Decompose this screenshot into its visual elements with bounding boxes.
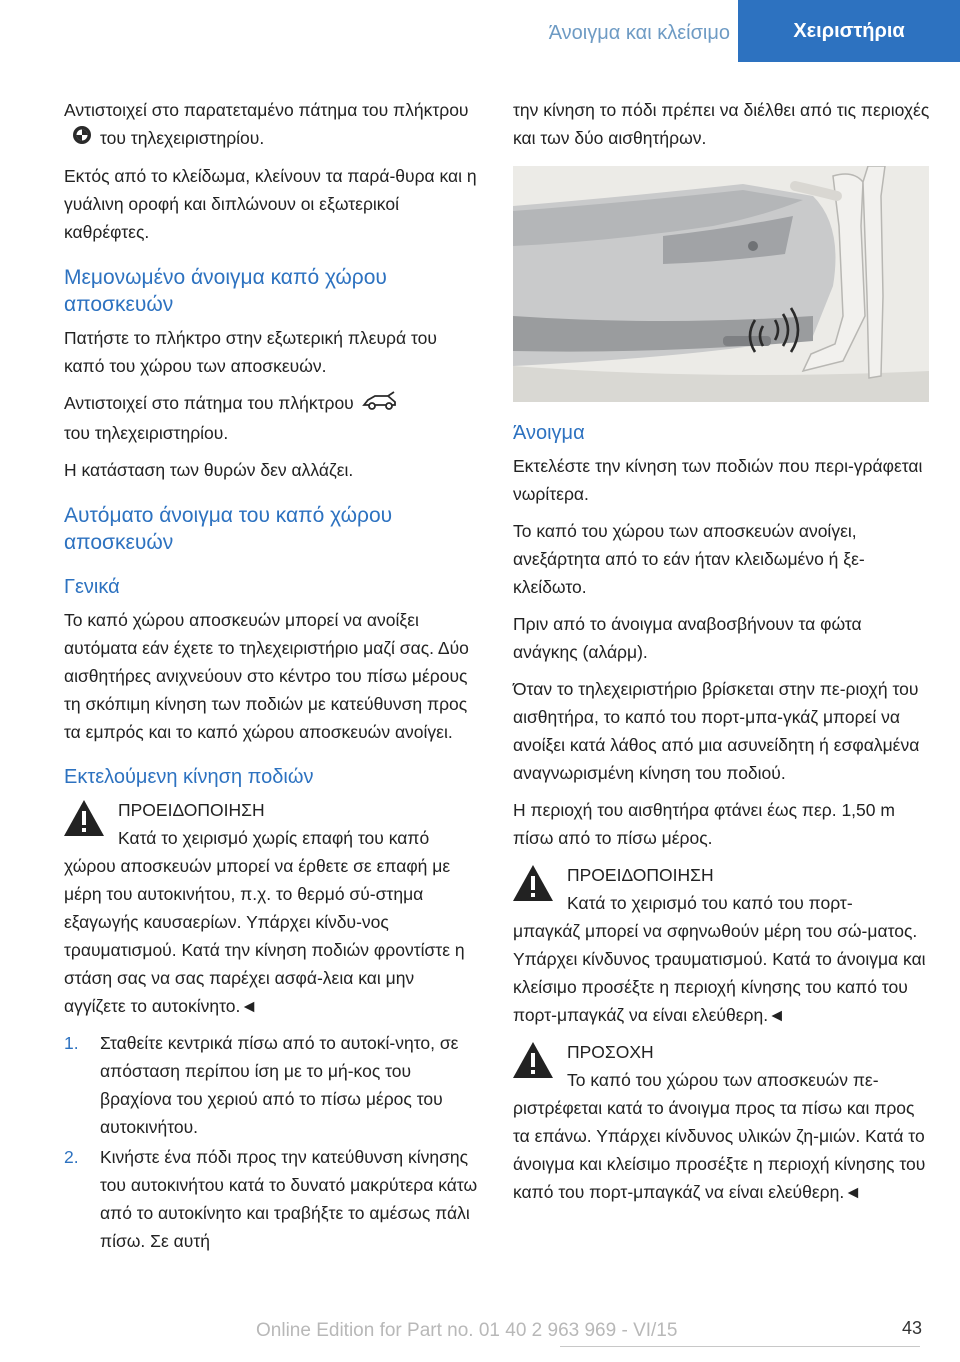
heading-auto-open: Αυτόματο άνοιγμα του καπό χώρου αποσκευών: [64, 503, 393, 554]
warning-title: ΠΡΟΕΙΔΟΠΟΙΗΣΗ: [567, 865, 714, 885]
heading-general: Γενικά: [64, 575, 120, 598]
footer-divider: [560, 1346, 920, 1347]
right-column: [513, 96, 931, 1215]
caution-text: ριστρέφεται κατά το άνοιγμα προς τα πίσω και προς τα επάνω. Υπάρχει κίνδυνος υλικών ζη-μιών. Κατά το άνοιγμα και κλείσιμο προσέξτε η περιοχή κίνησης του καπό του πορτ-μπαγκάζ να είναι ελεύθερη.◄: [513, 1098, 926, 1202]
paragraph-lock-effects: Εκτός από το κλείδωμα, κλείνουν τα παρά-θυρα και η γυάλινη οροφή και διπλώνουν οι εξωτερικοί καθρέφτες.: [64, 166, 477, 243]
heading-separate-open: Μεμονωμένο άνοιγμα καπό χώρου αποσκευών: [64, 266, 387, 317]
step-item: [64, 1143, 480, 1255]
header-section-title: Άνοιγμα και κλείσιμο: [548, 22, 730, 44]
step-number: 1.: [64, 1032, 79, 1053]
step-number: 2.: [64, 1146, 79, 1167]
footer-edition: Online Edition for Part no. 01 40 2 963 969 - VI/15: [256, 1320, 678, 1341]
car-trunk-icon: [362, 391, 398, 419]
paragraph-door-status: Η κατάσταση των θυρών δεν αλλάζει.: [64, 459, 354, 480]
step-text: Κινήστε ένα πόδι προς την κατεύθυνση κίνησης του αυτοκινήτου κατά το δυνατό μακρύτερα κάτω από το αυτοκίνητο και τραβήξτε το αμέσως πάλι πίσω. Σε αυτή: [100, 1146, 478, 1251]
paragraph-unintended-opening: Όταν το τηλεχειριστήριο βρίσκεται στην πε-ριοχή του αισθητήρα, το καπό του πορτ-μπα-γκάζ μπορεί να ανοίξει κατά λάθος από μια ασυνείδητη ή εσφαλμένα αναγνωρισμένη κίνηση του ποδιού.: [513, 679, 920, 783]
page-number: 43: [901, 1318, 922, 1338]
step-item: [64, 1029, 480, 1141]
heading-foot-motion: Εκτελούμενη κίνηση ποδιών: [64, 765, 314, 788]
step-text: Σταθείτε κεντρικά πίσω από το αυτοκί-νητο, σε απόσταση περίπου ίση με το μή-κος του βραχίονα του χεριού από το πίσω μέρος του αυτοκινήτου.: [100, 1032, 459, 1137]
paragraph-trunk-opens: Το καπό του χώρου των αποσκευών ανοίγει, ανεξάρτητα από το εάν ήταν κλειδωμένο ή ξε-κλείδωτο.: [513, 521, 865, 597]
heading-opening: Άνοιγμα: [513, 422, 585, 444]
warning-title: ΠΡΟΕΙΔΟΠΟΙΗΣΗ: [118, 799, 265, 820]
bmw-logo-icon: [72, 125, 92, 153]
caution-box: [513, 1038, 931, 1206]
paragraph-general: Το καπό χώρου αποσκευών μπορεί να ανοίξει αυτόματα εάν έχετε το τηλεχειριστήριο μαζί σας. Δύο αισθητήρες ανιχνεύουν στο κέντρο του πίσω μέρους τη σκόπιμη κίνηση των ποδιών με κατεύθυνση προς τα εμπρός και το καπό χώρου αποσκευών ανοίγει.: [64, 609, 469, 742]
warning-text: μπαγκάζ μπορεί να σφηνωθούν μέρη του σώ-ματος. Υπάρχει κίνδυνος τραυματισμού. Κατά το άνοιγμα και κλείσιμο προσέξτε η περιοχή κίνησης του καπό του πορτ-μπαγκάζ να είναι ελεύθερη.◄: [513, 921, 926, 1025]
caution-triangle-icon: [512, 1041, 554, 1087]
warning-text-first-line: Κατά το χειρισμό του καπό του πορτ-: [567, 893, 853, 913]
caution-title: ΠΡΟΣΟΧΗ: [567, 1042, 654, 1062]
warning-text-first-line: Κατά το χειρισμό χωρίς επαφή του καπό: [118, 827, 430, 848]
caution-text-first-line: Το καπό του χώρου των αποσκευών πε-: [567, 1070, 879, 1090]
paragraph-remote-trunk-button: Αντιστοιχεί στο πάτημα του πλήκτρου του τηλεχειριστηρίου.: [64, 389, 480, 446]
paragraph-remote-long-press: Αντιστοιχεί στο παρατεταμένο πάτημα του πλήκτρουτου τηλεχειριστηρίου.: [64, 96, 480, 153]
warning-text: χώρου αποσκευών μπορεί να έρθετε σε επαφή με μέρη του αυτοκινήτου, π.χ. το θερμό σύ-στημα εξαγωγής καυσαερίων. Υπάρχει κίνδυ-νος τραυματισμού. Κατά την κίνηση ποδιών φροντίστε η στάση σας να σας παρέχει ασφά-λεια και μην αγγίζετε το αυτοκίνητο.◄: [64, 855, 465, 1016]
warning-triangle-icon: [512, 864, 554, 910]
paragraph-hazard-lights: Πριν από το άνοιγμα αναβοσβήνουν τα φώτα ανάγκης (αλάρμ).: [513, 614, 862, 662]
paragraph-continued: την κίνηση το πόδι πρέπει να διέλθει από τις περιοχές και των δύο αισθητήρων.: [513, 100, 930, 148]
left-column: [64, 96, 480, 1257]
header-chapter-tab[interactable]: Χειριστήρια: [738, 0, 960, 62]
paragraph-perform-motion: Εκτελέστε την κίνηση των ποδιών που περι-γράφεται νωρίτερα.: [513, 456, 923, 504]
foot-gesture-illustration: [513, 166, 929, 402]
paragraph-sensor-range: Η περιοχή του αισθητήρα φτάνει έως περ. 1,50 m πίσω από το πίσω μέρος.: [513, 800, 895, 848]
warning-box: [513, 861, 931, 1029]
warning-box: [64, 796, 480, 1020]
warning-triangle-icon: [63, 799, 105, 845]
paragraph-press-button: Πατήστε το πλήκτρο στην εξωτερική πλευρά του καπό του χώρου των αποσκευών.: [64, 328, 437, 377]
